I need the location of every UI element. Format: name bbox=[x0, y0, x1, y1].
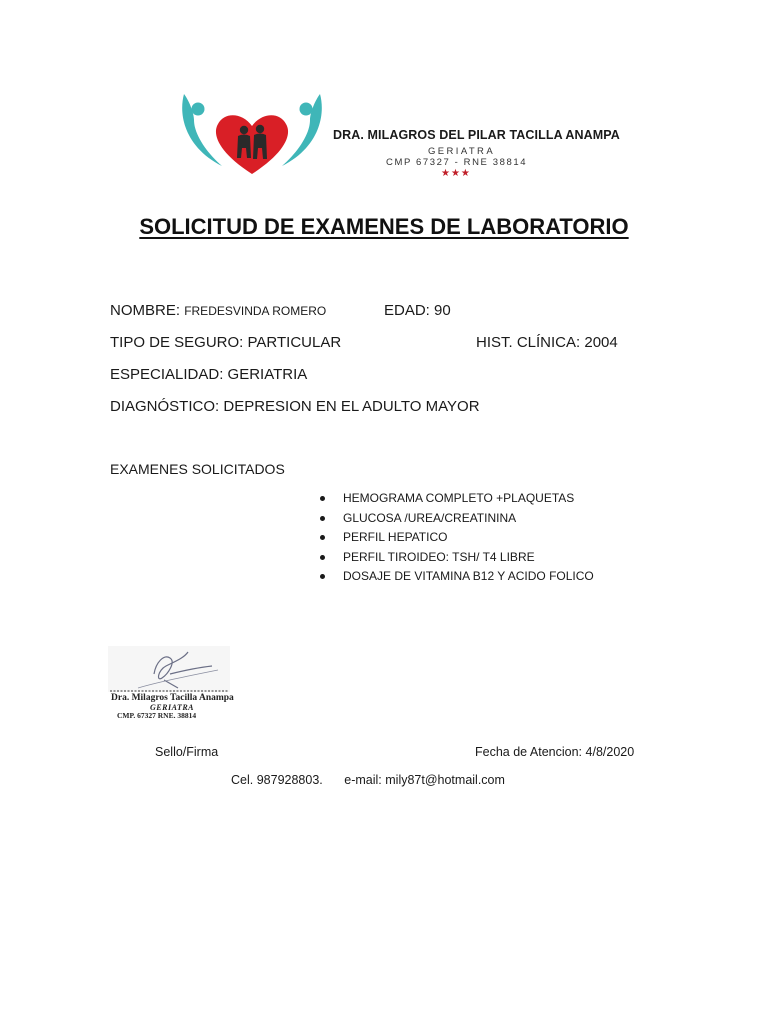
hist-label: HIST. CLÍNICA: bbox=[476, 334, 581, 351]
list-item: PERFIL TIROIDEO: TSH/ T4 LIBRE bbox=[318, 550, 594, 570]
email-label: e-mail: bbox=[344, 773, 382, 787]
hist-value: 2004 bbox=[584, 334, 618, 351]
exams-heading: EXAMENES SOLICITADOS bbox=[110, 461, 285, 477]
especialidad-label: ESPECIALIDAD: bbox=[110, 366, 224, 383]
specialty-row bbox=[110, 366, 307, 383]
diagnosis-row bbox=[110, 398, 480, 415]
stamp-registry: CMP. 67327 RNE. 38814 bbox=[117, 711, 197, 720]
cel-value: 987928803. bbox=[256, 773, 323, 787]
doctor-specialty: GERIATRA bbox=[428, 146, 496, 157]
especialidad-value: GERIATRIA bbox=[227, 366, 308, 383]
doctor-name: DRA. MILAGROS DEL PILAR TACILLA ANAMPA bbox=[333, 128, 620, 142]
list-item: HEMOGRAMA COMPLETO +PLAQUETAS bbox=[318, 491, 594, 511]
cel-label: Cel. bbox=[231, 773, 254, 787]
clinic-logo-icon bbox=[178, 86, 328, 180]
sello-firma-label: Sello/Firma bbox=[155, 745, 219, 759]
patient-name-row bbox=[110, 302, 326, 319]
fecha-value: 4/8/2020 bbox=[585, 745, 635, 759]
list-item: DOSAJE DE VITAMINA B12 Y ACIDO FOLICO bbox=[318, 569, 594, 589]
email-value: mily87t@hotmail.com bbox=[385, 773, 505, 787]
seguro-value: PARTICULAR bbox=[247, 334, 342, 351]
stars-icon: ★★★ bbox=[441, 168, 471, 179]
document-title: SOLICITUD DE EXAMENES DE LABORATORIO bbox=[139, 214, 629, 239]
nombre-label: NOMBRE: bbox=[110, 302, 181, 319]
attention-date-row bbox=[475, 745, 634, 759]
list-item: GLUCOSA /UREA/CREATININA bbox=[318, 511, 594, 531]
patient-age-row bbox=[384, 302, 451, 319]
nombre-value: FREDESVINDA ROMERO bbox=[184, 304, 327, 318]
edad-value: 90 bbox=[434, 302, 451, 319]
insurance-row bbox=[110, 334, 341, 351]
seguro-label: TIPO DE SEGURO: bbox=[110, 334, 244, 351]
clinical-history-row bbox=[476, 334, 618, 351]
stamp-doctor-name: Dra. Milagros Tacilla Anampa bbox=[111, 693, 234, 703]
list-item: PERFIL HEPATICO bbox=[318, 530, 594, 550]
contact-row bbox=[231, 773, 505, 787]
fecha-label: Fecha de Atencion: bbox=[475, 745, 583, 759]
stamp-specialty: GERIATRA bbox=[150, 703, 195, 712]
doctor-registry: CMP 67327 - RNE 38814 bbox=[386, 157, 528, 168]
edad-label: EDAD: bbox=[384, 302, 430, 319]
diagnostico-label: DIAGNÓSTICO: bbox=[110, 398, 220, 415]
exam-list bbox=[318, 491, 594, 589]
diagnostico-value: DEPRESION EN EL ADULTO MAYOR bbox=[223, 398, 480, 415]
